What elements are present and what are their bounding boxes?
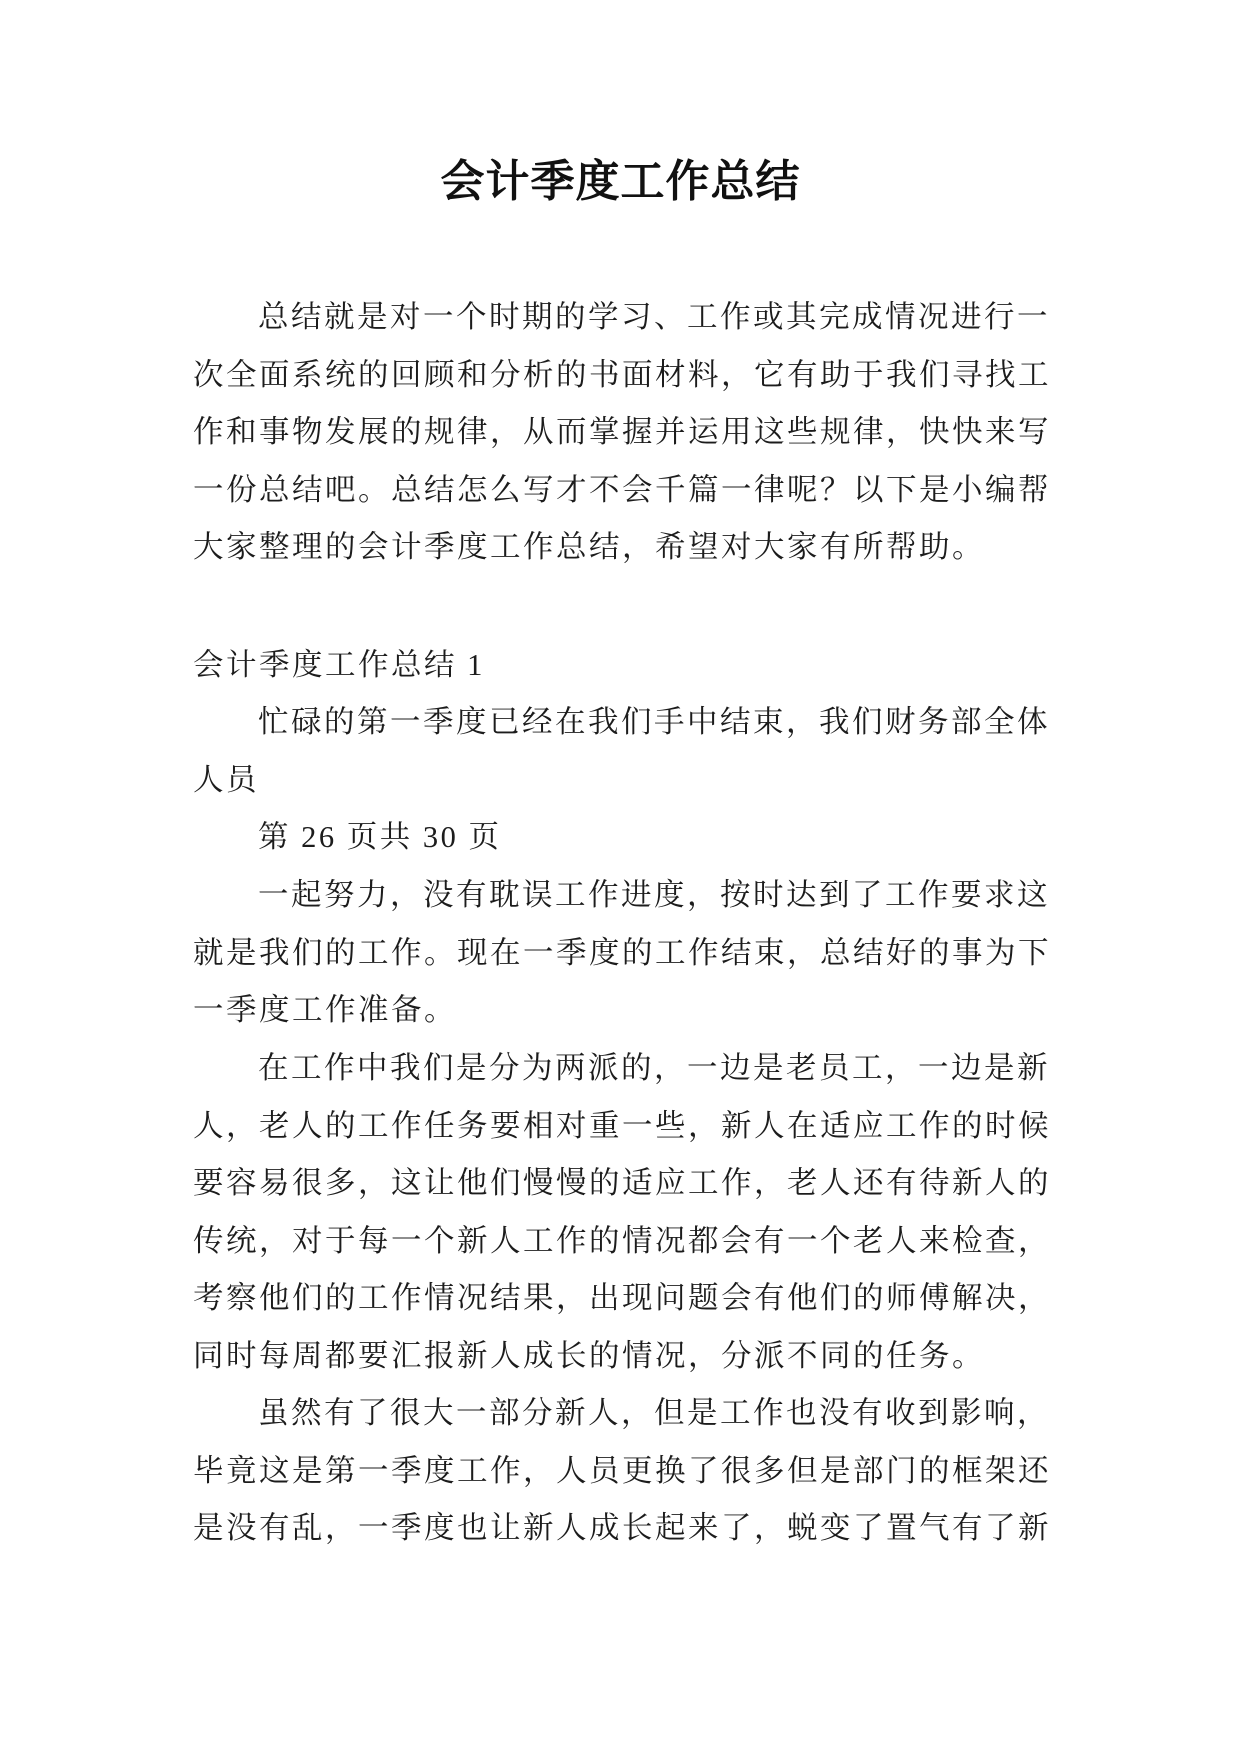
- body-paragraph: 虽然有了很大一部分新人，但是工作也没有收到影响，毕竟这是第一季度工作，人员更换了很多但是部门的框架还是没有乱，一季度也让新人成长起来了，蜕变了置气有了新: [193, 1396, 1051, 1545]
- intro-paragraph: 总结就是对一个时期的学习、工作或其完成情况进行一次全面系统的回顾和分析的书面材料，它有助于我们寻找工作和事物发展的规律，从而掌握并运用这些规律，快快来写一份总结吧。总结怎么写才不会千篇一律呢？以下是小编帮大家整理的会计季度工作总结，希望对大家有所帮助。: [193, 300, 1051, 564]
- body-paragraph: 在工作中我们是分为两派的，一边是老员工，一边是新人，老人的工作任务要相对重一些，新人在适应工作的时候要容易很多，这让他们慢慢的适应工作，老人还有待新人的传统，对于每一个新人工作的情况都会有一个老人来检查，考察他们的工作情况结果，出现问题会有他们的师傅解决，同时每周都要汇报新人成长的情况，分派不同的任务。: [193, 1051, 1051, 1373]
- document-title: 会计季度工作总结: [440, 156, 801, 207]
- body-paragraph: 一起努力，没有耽误工作进度，按时达到了工作要求这就是我们的工作。现在一季度的工作结束，总结好的事为下一季度工作准备。: [193, 878, 1051, 1027]
- section-heading: 会计季度工作总结 1: [193, 648, 485, 682]
- body-paragraph: 忙碌的第一季度已经在我们手中结束，我们财务部全体人员: [193, 705, 1050, 797]
- page-number-marker: 第 26 页共 30 页: [258, 820, 502, 854]
